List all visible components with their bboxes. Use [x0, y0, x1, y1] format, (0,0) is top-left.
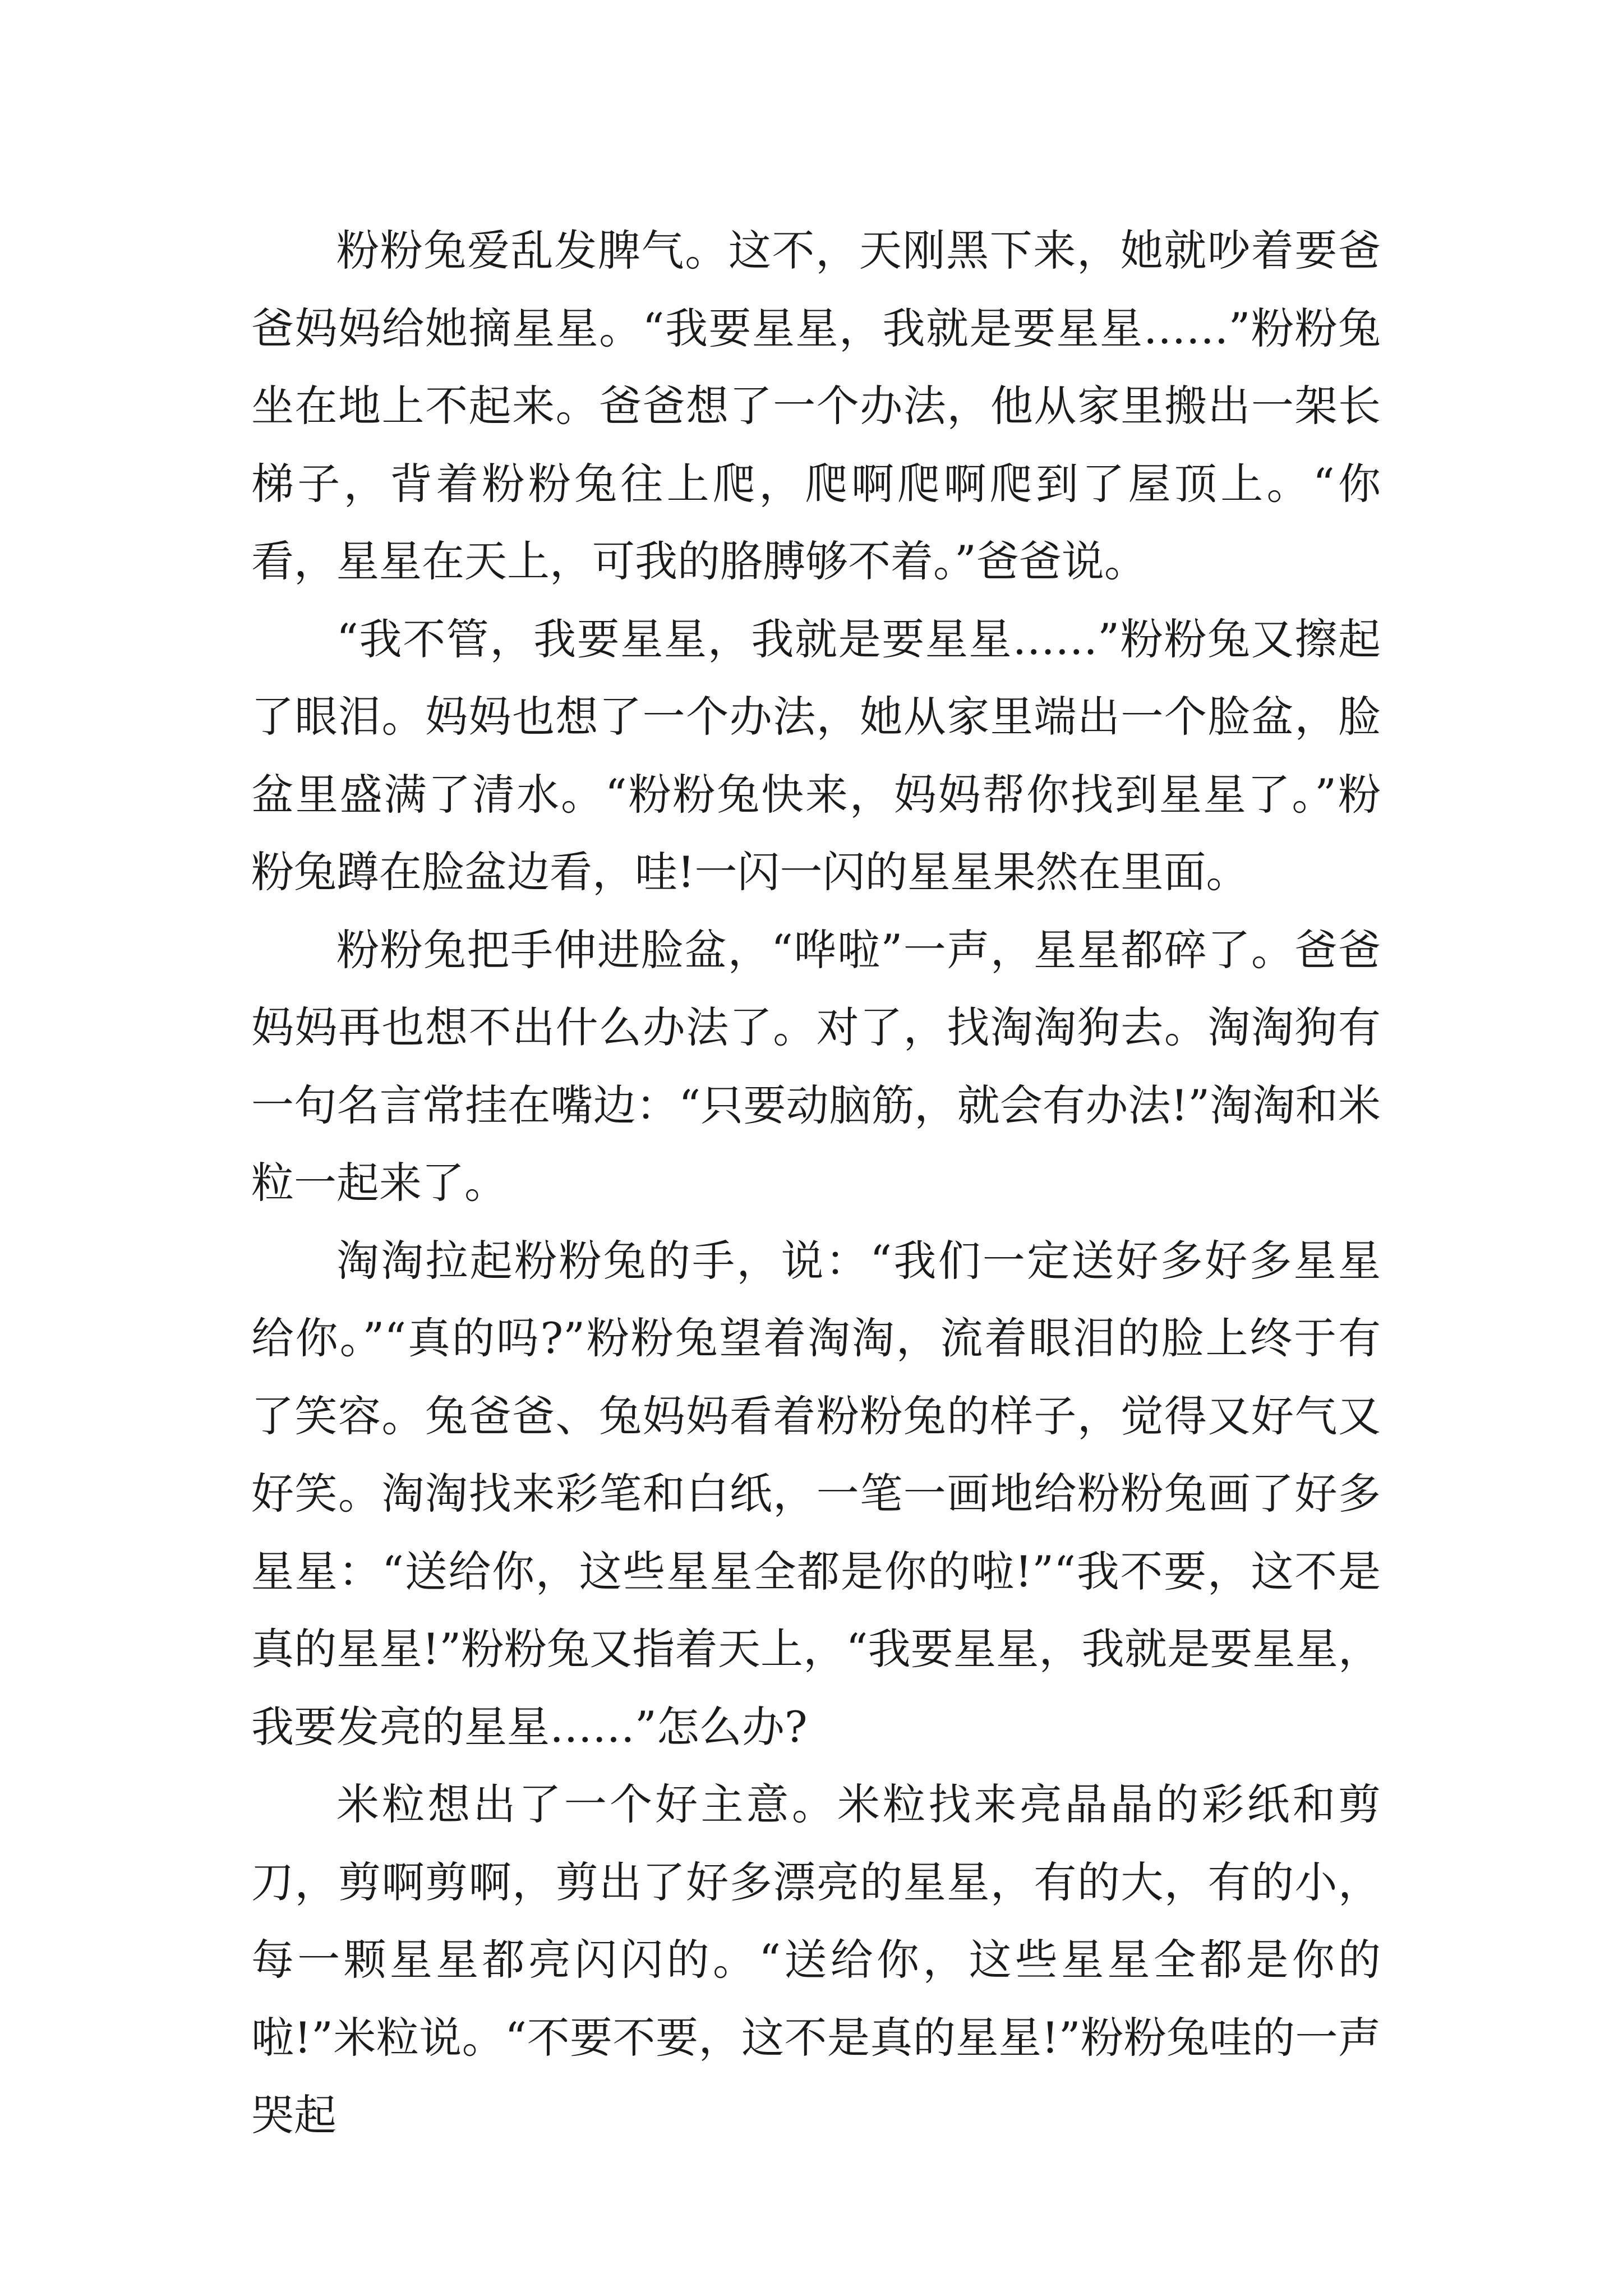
paragraph-3: 粉粉兔把手伸进脸盆，“哗啦”一声，星星都碎了。爸爸妈妈再也想不出什么办法了。对了，找淘淘狗去。淘淘狗有一句名言常挂在嘴边：“只要动脑筋，就会有办法!”淘淘和米粒一起来了。 [251, 924, 1381, 1208]
paragraph-2: “我不管，我要星星，我就是要星星……”粉粉兔又擦起了眼泪。妈妈也想了一个办法，她从家里端出一个脸盆，脸盆里盛满了清水。“粉粉兔快来，妈妈帮你找到星星了。”粉粉兔蹲在脸盆边看，哇!一闪一闪的星星果然在里面。 [251, 614, 1381, 897]
paragraph-5: 米粒想出了一个好主意。米粒找来亮晶晶的彩纸和剪刀，剪啊剪啊，剪出了好多漂亮的星星，有的大，有的小，每一颗星星都亮闪闪的。“送给你，这些星星全都是你的啦!”米粒说。“不要不要，这不是真的星星!”粉粉兔哇的一声哭起 [251, 1779, 1381, 2140]
paragraph-1: 粉粉兔爱乱发脾气。这不，天刚黑下来，她就吵着要爸爸妈妈给她摘星星。“我要星星，我就是要星星……”粉粉兔坐在地上不起来。爸爸想了一个办法，他从家里搬出一架长梯子，背着粉粉兔往上爬，爬啊爬啊爬到了屋顶上。“你看，星星在天上，可我的胳膊够不着。”爸爸说。 [251, 226, 1381, 586]
story-text [251, 212, 1381, 2155]
paragraph-4: 淘淘拉起粉粉兔的手，说：“我们一定送好多好多星星给你。”“真的吗?”粉粉兔望着淘淘，流着眼泪的脸上终于有了笑容。兔爸爸、兔妈妈看着粉粉兔的样子，觉得又好气又好笑。淘淘找来彩笔和白纸，一笔一画地给粉粉兔画了好多星星：“送给你，这些星星全都是你的啦!”“我不要，这不是真的星星!”粉粉兔又指着天上，“我要星星，我就是要星星，我要发亮的星星……”怎么办? [251, 1235, 1381, 1752]
